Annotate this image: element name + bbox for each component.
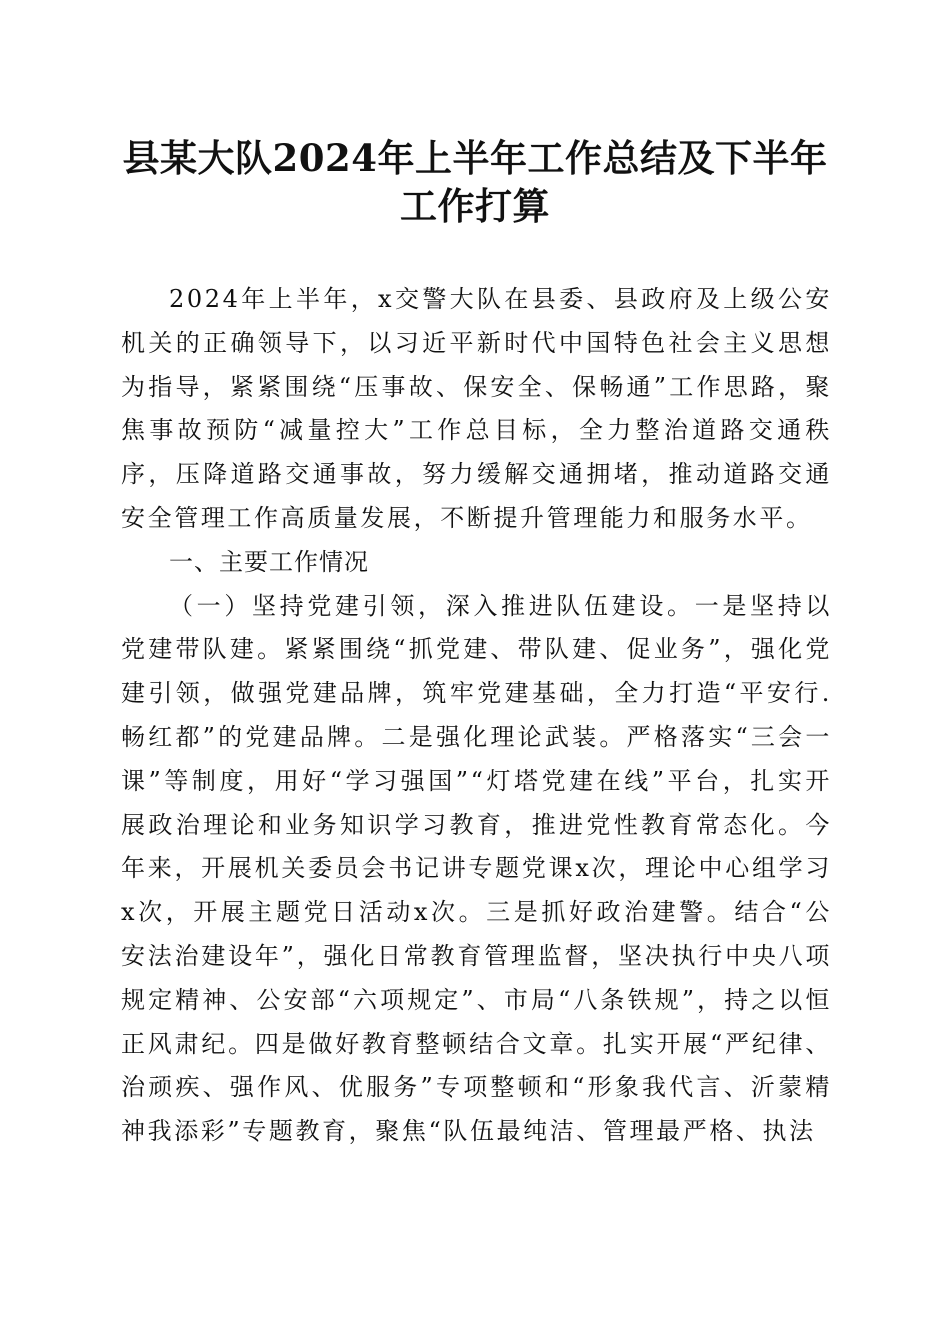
- document-title: 县某大队2024年上半年工作总结及下半年工作打算: [122, 136, 828, 228]
- subsection-paragraph: [121, 585, 832, 1154]
- subsection-title: （一）坚持党建引领，深入推进队伍建设。: [169, 591, 695, 620]
- section-heading: 一、主要工作情况: [169, 547, 369, 576]
- document-body: [121, 278, 832, 1154]
- intro-paragraph: 2024年上半年，x交警大队在县委、县政府及上级公安机关的正确领导下，以习近平新时代中国特色社会主义思想为指导，紧紧围绕“压事故、保安全、保畅通”工作思路，聚焦事故预防“减量控大”工作总目标，全力整治道路交通秩序，压降道路交通事故，努力缓解交通拥堵，推动道路交通安全管理工作高质量发展，不断提升管理能力和服务水平。: [121, 285, 832, 532]
- subsection-body: 一是坚持以党建带队建。紧紧围绕“抓党建、带队建、促业务”，强化党建引领，做强党建品牌，筑牢党建基础，全力打造“平安行.畅红都”的党建品牌。二是强化理论武装。严格落实“三会一课”等制度，用好“学习强国”“灯塔党建在线”平台，扎实开展政治理论和业务知识学习教育，推进党性教育常态化。今年来，开展机关委员会书记讲专题党课x次，理论中心组学习x次，开展主题党日活动x次。三是抓好政治建警。结合“公安法治建设年”，强化日常教育管理监督，坚决执行中央八项规定精神、公安部“六项规定”、市局“八条铁规”，持之以恒正风肃纪。四是做好教育整顿结合文章。扎实开展“严纪律、治顽疾、强作风、优服务”专项整顿和“形象我代言、沂蒙精神我添彩”专题教育，聚焦“队伍最纯洁、管理最严格、执法: [121, 591, 832, 1146]
